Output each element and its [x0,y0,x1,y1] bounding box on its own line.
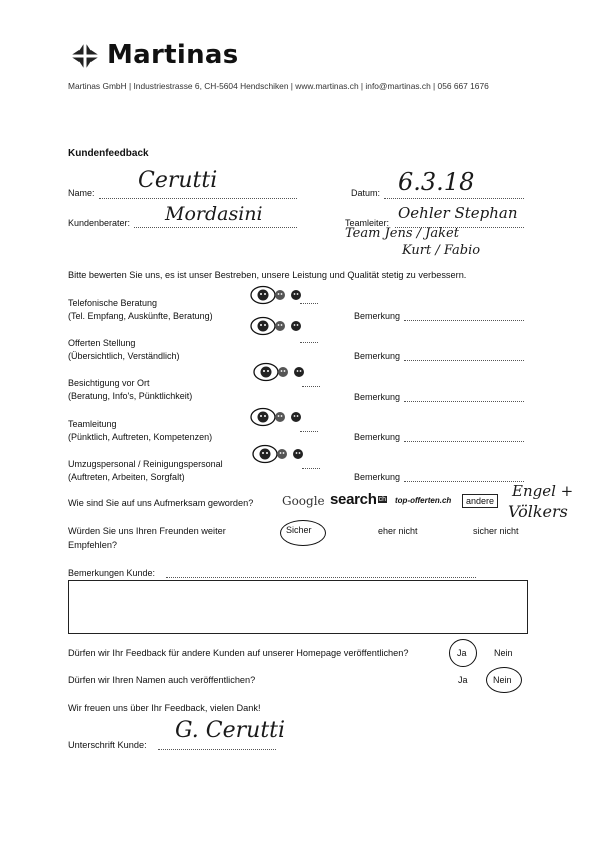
recommend-option-eher-nicht[interactable]: eher nicht [378,526,418,536]
rating-title-offerten: Offerten Stellung [68,338,136,348]
rating-sub-personal: (Auftreten, Arbeiten, Sorgfalt) [68,472,185,482]
name-publish-nein: Nein [493,675,512,685]
rating-sub-teamleitung: (Pünktlich, Auftreten, Kompetenzen) [68,432,213,442]
bemerkung-label: Bemerkung [354,351,401,361]
source-search-word: search [330,491,377,508]
rating-smileys-personal[interactable] [252,444,306,464]
rating-smileys-teamleitung[interactable] [250,407,304,427]
rating-smileys-besichtigung[interactable] [253,362,307,382]
kundenberater-label: Kundenberater: [68,218,131,228]
rating-sub-besichtigung: (Beratung, Info's, Pünktlichkeit) [68,391,193,401]
publish-question: Dürfen wir Ihr Feedback für andere Kunden auf unserer Homepage veröffentlichen? [68,648,409,658]
source-search[interactable] [330,491,387,509]
teamleiter-label: Teamleiter: [345,218,390,228]
address-line: Martinas GmbH | Industriestrasse 6, CH-5604 Hendschiken | www.martinas.ch | info@martinas.ch | 056 667 1676 [68,81,489,91]
comments-box[interactable] [68,580,528,634]
thanks-text: Wir freuen uns über Ihr Feedback, vielen Dank! [68,703,261,713]
form-title: Kundenfeedback [68,148,149,159]
bemerkung-label: Bemerkung [354,472,401,482]
martinas-logo-icon [68,40,102,72]
comments-label: Bemerkungen Kunde: [68,568,156,578]
datum-value: 6.3.18 [398,168,475,196]
name-publish-question: Dürfen wir Ihren Namen auch veröffentlichen? [68,675,256,685]
teamleiter-value: Oehler Stephan [398,204,518,222]
recommend-question-line1: Würden Sie uns Ihren Freunden weiter [68,526,226,536]
rating-title-telefon: Telefonische Beratung [68,298,158,308]
recommend-option-sicher-nicht[interactable]: sicher nicht [473,526,519,536]
rating-smileys-offerten[interactable] [250,316,304,336]
name-label: Name: [68,188,95,198]
rating-title-personal: Umzugspersonal / Reinigungspersonal [68,459,223,469]
rating-sub-telefon: (Tel. Empfang, Auskünfte, Beratung) [68,311,213,321]
recommend-question-line2: Empfehlen? [68,540,118,550]
signature-value: G. Cerutti [175,718,286,743]
source-question: Wie sind Sie auf uns Aufmerksam geworden? [68,498,254,508]
source-search-suffix: ch [378,496,386,503]
brand-name: Martinas [107,40,239,70]
publish-ja: Ja [457,648,467,658]
bemerkung-label: Bemerkung [354,392,401,402]
source-andere-box[interactable] [462,494,498,508]
source-topofferten[interactable]: top-offerten.ch [395,496,452,505]
rating-sub-offerten: (Übersichtlich, Verständlich) [68,351,180,361]
rating-title-besichtigung: Besichtigung vor Ort [68,378,150,388]
source-andere-value-2: Völkers [508,502,568,521]
signature-label: Unterschrift Kunde: [68,740,147,750]
name-value: Cerutti [138,168,218,193]
recommend-option-sicher-label: Sicher [286,525,312,535]
bemerkung-label: Bemerkung [354,311,401,321]
rating-title-teamleitung: Teamleitung [68,419,117,429]
name-publish-ja[interactable]: Ja [458,675,468,685]
rating-smileys-telefon[interactable] [250,285,304,305]
kundenberater-value: Mordasini [165,203,263,225]
source-andere-value-1: Engel + [512,482,574,500]
intro-text: Bitte bewerten Sie uns, es ist unser Bestreben, unsere Leistung und Qualität stetig zu verbessern. [68,270,467,280]
source-google[interactable]: Google [282,494,325,508]
datum-label: Datum: [351,188,381,198]
team-line-1: Team Jens / Jaket [345,226,459,241]
source-andere-label: andere [466,496,495,506]
publish-nein[interactable]: Nein [494,648,513,658]
team-line-2: Kurt / Fabio [402,243,481,258]
bemerkung-label: Bemerkung [354,432,401,442]
